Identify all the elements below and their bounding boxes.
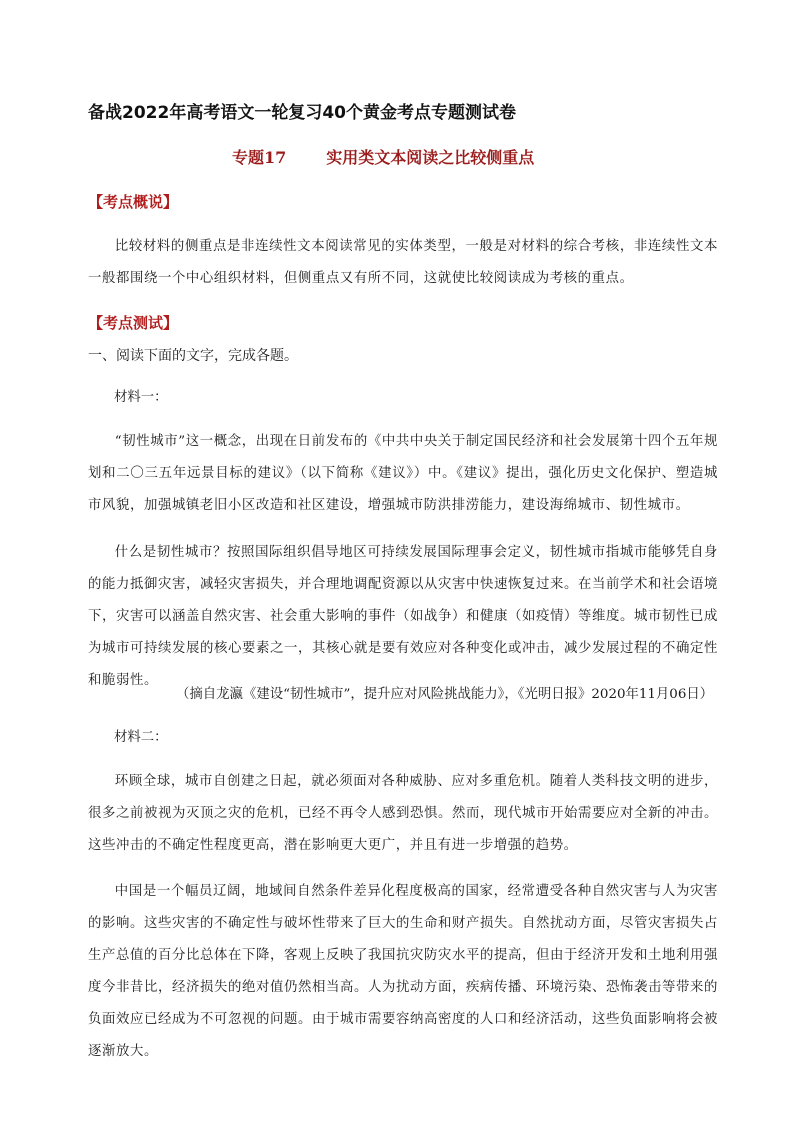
- section-heading-test: 【考点测试】: [88, 314, 179, 332]
- topic-name: 实用类文本阅读之比较侧重点: [326, 148, 535, 167]
- topic-heading: [232, 145, 534, 168]
- document-title: 备战2022年高考语文一轮复习40个黄金考点专题测试卷: [88, 103, 516, 123]
- topic-number: 专题17: [232, 148, 287, 167]
- material-one-paragraph-1: “韧性城市”这一概念，出现在日前发布的《中共中央关于制定国民经济和社会发展第十四个五年规划和二〇三五年远景目标的建议》（以下简称《建议》）中。《建议》提出，强化历史文化保护、塑造城市风貌，加强城镇老旧小区改造和社区建设，增强城市防洪排涝能力，建设海绵城市、韧性城市。: [88, 434, 718, 513]
- question-instruction: 一、阅读下面的文字，完成各题。: [88, 348, 298, 364]
- material-one-paragraph-2: 什么是韧性城市？按照国际组织倡导地区可持续发展国际理事会定义，韧性城市指城市能够凭自身的能力抵御灾害，减轻灾害损失，并合理地调配资源以从灾害中快速恢复过来。在当前学术和社会语境下，灾害可以涵盖自然灾害、社会重大影响的事件（如战争）和健康（如疫情）等维度。城市韧性已成为城市可持续发展的核心要素之一，其核心就是要有效应对各种变化或冲击，减少发展过程的不确定性和脆弱性。: [88, 545, 718, 688]
- overview-paragraph: 比较材料的侧重点是非连续性文本阅读常见的实体类型，一般是对材料的综合考核，非连续性文本一般都围绕一个中心组织材料，但侧重点又有所不同，这就使比较阅读成为考核的重点。: [88, 239, 718, 286]
- material-two-label: 材料二：: [114, 730, 168, 745]
- material-two-paragraph-2: 中国是一个幅员辽阔，地域间自然条件差异化程度极高的国家，经常遭受各种自然灾害与人为灾害的影响。这些灾害的不确定性与破坏性带来了巨大的生命和财产损失。自然扰动方面，尽管灾害损失占生产总值的百分比总体在下降，客观上反映了我国抗灾防灾水平的提高，但由于经济开发和土地利用强度今非昔比，经济损失的绝对值仍然相当高。人为扰动方面，疾病传播、环境污染、恐怖袭击等带来的负面效应已经成为不可忽视的问题。由于城市需要容纳高密度的人口和经济活动，这些负面影响将会被逐渐放大。: [88, 884, 718, 1059]
- section-heading-overview: 【考点概说】: [88, 193, 179, 211]
- material-one-source: （摘自龙瀛《建设“韧性城市”，提升应对风险挑战能力》，《光明日报》2020年11月06日）: [176, 687, 714, 702]
- material-two-paragraph-1: 环顾全球，城市自创建之日起，就必须面对各种威胁、应对多重危机。随着人类科技文明的进步，很多之前被视为灭顶之灾的危机，已经不再令人感到恐惧。然而，现代城市开始需要应对全新的冲击。这些冲击的不确定性程度更高，潜在影响更大更广，并且有进一步增强的趋势。: [88, 774, 718, 853]
- material-one-label: 材料一：: [114, 390, 168, 405]
